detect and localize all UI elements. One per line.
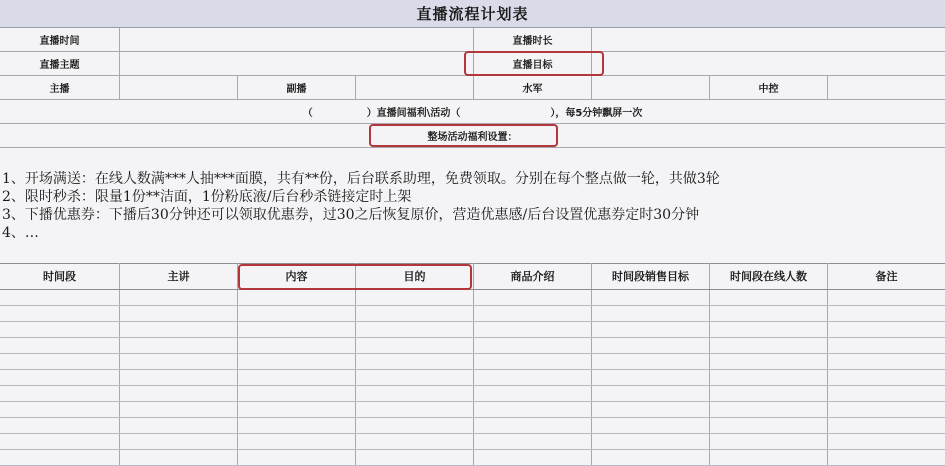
table-cell[interactable] (237, 290, 355, 305)
host-value[interactable] (119, 76, 237, 99)
table-cell[interactable] (237, 434, 355, 449)
table-cell[interactable] (827, 306, 945, 321)
table-cell[interactable] (591, 306, 709, 321)
table-cell[interactable] (355, 434, 473, 449)
roles-row (0, 76, 945, 100)
table-cell[interactable] (0, 418, 119, 433)
live-goal-value[interactable] (591, 52, 945, 75)
table-cell[interactable] (0, 370, 119, 385)
table-cell[interactable] (237, 306, 355, 321)
table-cell[interactable] (591, 402, 709, 417)
table-row (0, 370, 945, 386)
table-cell[interactable] (355, 290, 473, 305)
table-cell[interactable] (473, 370, 591, 385)
co-host-label: 副播 (237, 76, 355, 99)
table-cell[interactable] (0, 290, 119, 305)
sheet-title: 直播流程计划表 (0, 0, 945, 28)
table-cell[interactable] (473, 306, 591, 321)
table-cell[interactable] (0, 386, 119, 401)
table-row (0, 290, 945, 306)
table-cell[interactable] (355, 354, 473, 369)
table-cell[interactable] (237, 386, 355, 401)
table-cell[interactable] (237, 402, 355, 417)
table-cell[interactable] (709, 450, 827, 465)
table-cell[interactable] (591, 322, 709, 337)
col-product-intro: 商品介绍 (473, 263, 591, 289)
table-row (0, 338, 945, 354)
col-speaker: 主讲 (119, 263, 237, 289)
table-cell[interactable] (119, 306, 237, 321)
table-cell[interactable] (355, 402, 473, 417)
col-online-viewers: 时间段在线人数 (709, 263, 827, 289)
shill-value[interactable] (591, 76, 709, 99)
table-cell[interactable] (119, 386, 237, 401)
welfare-middle-text: ）直播间福利\活动（ (366, 108, 461, 119)
table-cell[interactable] (119, 322, 237, 337)
table-cell[interactable] (237, 370, 355, 385)
live-goal-label: 直播目标 (473, 52, 591, 75)
host-label: 主播 (49, 84, 70, 95)
table-cell[interactable] (709, 354, 827, 369)
table-row (0, 418, 945, 434)
table-row (0, 402, 945, 418)
table-cell[interactable] (591, 386, 709, 401)
table-cell[interactable] (119, 338, 237, 353)
table-cell[interactable] (827, 450, 945, 465)
control-label: 中控 (709, 76, 827, 99)
table-cell[interactable] (119, 290, 237, 305)
table-cell[interactable] (0, 322, 119, 337)
note-item: 1、开场满送：在线人数满***人抽***面膜，共有**份，后台联系助理，免费领取。分别在每个整点做一轮，共做3轮 (2, 171, 720, 187)
shill-label: 水军 (473, 76, 591, 99)
note-item: 2、限时秒杀：限量1份**洁面，1份粉底液/后台秒杀链接定时上架 (2, 189, 412, 205)
table-cell[interactable] (591, 290, 709, 305)
table-cell[interactable] (355, 386, 473, 401)
table-cell[interactable] (591, 354, 709, 369)
table-cell[interactable] (827, 418, 945, 433)
col-purpose: 目的 (355, 263, 473, 289)
table-cell[interactable] (119, 402, 237, 417)
table-row (0, 386, 945, 402)
table-cell[interactable] (827, 322, 945, 337)
table-cell[interactable] (355, 418, 473, 433)
table-cell[interactable] (0, 306, 119, 321)
table-cell[interactable] (709, 290, 827, 305)
table-cell[interactable] (0, 338, 119, 353)
table-cell[interactable] (473, 290, 591, 305)
table-row (0, 306, 945, 322)
note-item: 4、… (2, 225, 39, 241)
table-cell[interactable] (473, 338, 591, 353)
table-cell[interactable] (709, 402, 827, 417)
table-row (0, 354, 945, 370)
table-cell[interactable] (119, 354, 237, 369)
table-cell[interactable] (119, 418, 237, 433)
table-cell[interactable] (355, 322, 473, 337)
table-cell[interactable] (473, 418, 591, 433)
table-cell[interactable] (827, 370, 945, 385)
live-time-value[interactable] (119, 28, 473, 51)
table-cell[interactable] (119, 434, 237, 449)
session-setting-label: 整场活动福利设置： (427, 132, 518, 143)
table-cell[interactable] (237, 450, 355, 465)
info-row-topic (0, 52, 945, 76)
live-topic-label: 直播主题 (39, 60, 80, 71)
table-cell[interactable] (355, 370, 473, 385)
table-cell[interactable] (827, 402, 945, 417)
table-cell[interactable] (591, 450, 709, 465)
table-cell[interactable] (473, 354, 591, 369)
col-remarks: 备注 (827, 263, 945, 289)
col-sales-target: 时间段销售目标 (591, 263, 709, 289)
table-cell[interactable] (591, 338, 709, 353)
live-duration-value[interactable] (591, 28, 945, 51)
table-cell[interactable] (709, 338, 827, 353)
table-cell[interactable] (355, 450, 473, 465)
welfare-paren-open: （ (302, 108, 313, 119)
table-row (0, 322, 945, 338)
table-cell[interactable] (237, 418, 355, 433)
schedule-header (0, 263, 945, 290)
note-item: 3、下播优惠券：下播后30分钟还可以领取优惠券，过30之后恢复原价，营造优惠感/后台设置优惠券定时30分钟 (2, 207, 700, 223)
table-cell[interactable] (0, 402, 119, 417)
session-setting-row (0, 124, 945, 148)
control-value[interactable] (827, 76, 945, 99)
col-content: 内容 (237, 263, 355, 289)
table-cell[interactable] (0, 354, 119, 369)
table-cell[interactable] (591, 370, 709, 385)
table-cell[interactable] (827, 386, 945, 401)
table-cell[interactable] (709, 386, 827, 401)
table-cell[interactable] (0, 434, 119, 449)
table-cell[interactable] (827, 338, 945, 353)
live-topic-value[interactable] (119, 52, 473, 75)
welfare-row (0, 100, 945, 124)
notes-block (0, 147, 945, 264)
table-cell[interactable] (709, 418, 827, 433)
table-cell[interactable] (237, 322, 355, 337)
table-cell[interactable] (355, 306, 473, 321)
table-cell[interactable] (473, 402, 591, 417)
welfare-tail-text: ），每5分钟飘屏一次 (550, 108, 643, 119)
table-cell[interactable] (237, 338, 355, 353)
table-cell[interactable] (827, 290, 945, 305)
table-cell[interactable] (119, 370, 237, 385)
live-time-label: 直播时间 (39, 36, 80, 47)
co-host-value[interactable] (355, 76, 473, 99)
table-row (0, 434, 945, 450)
table-cell[interactable] (709, 434, 827, 449)
table-cell[interactable] (473, 322, 591, 337)
table-cell[interactable] (591, 434, 709, 449)
table-cell[interactable] (827, 354, 945, 369)
table-cell[interactable] (473, 386, 591, 401)
table-cell[interactable] (591, 418, 709, 433)
table-cell[interactable] (709, 370, 827, 385)
live-duration-label: 直播时长 (473, 28, 591, 51)
table-cell[interactable] (827, 434, 945, 449)
col-time-slot: 时间段 (43, 270, 76, 283)
table-cell[interactable] (709, 322, 827, 337)
table-cell[interactable] (119, 450, 237, 465)
table-cell[interactable] (473, 434, 591, 449)
table-cell[interactable] (0, 450, 119, 465)
info-row-time (0, 28, 945, 52)
table-cell[interactable] (355, 338, 473, 353)
table-cell[interactable] (237, 354, 355, 369)
table-cell[interactable] (473, 450, 591, 465)
table-cell[interactable] (709, 306, 827, 321)
